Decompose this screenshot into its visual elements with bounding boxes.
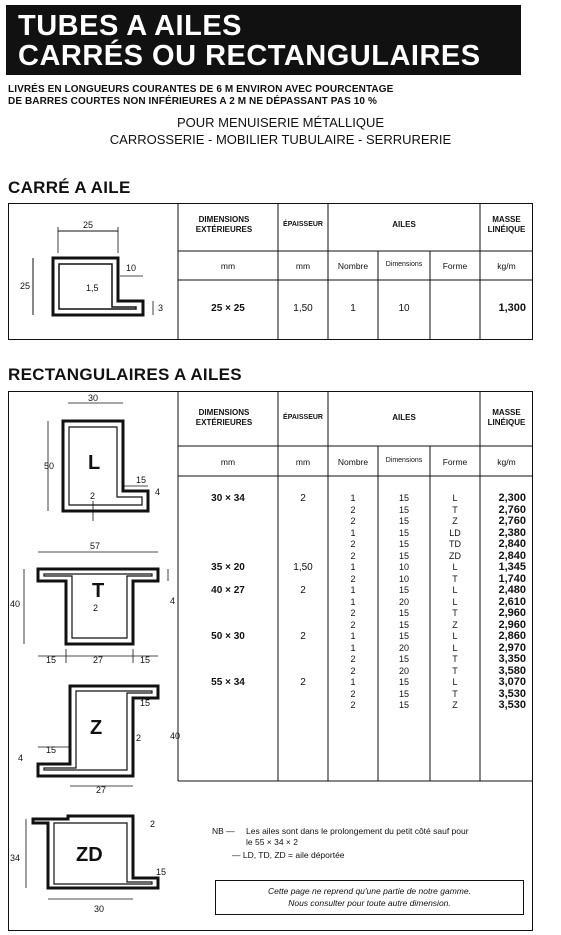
- row-masse: 1,740: [498, 572, 526, 585]
- row-nombre: 1: [350, 493, 356, 503]
- group-ep: 2: [300, 677, 306, 688]
- carre-dim-lip: 3: [158, 303, 164, 313]
- row-nombre: 2: [350, 504, 356, 515]
- carre-unit-ep: mm: [295, 261, 311, 271]
- group-ep: 2: [300, 585, 306, 596]
- row-dimensions: 15: [398, 527, 409, 538]
- row-nombre: 1: [350, 527, 356, 538]
- row-dimensions: 10: [398, 573, 409, 584]
- row-masse: 3,070: [498, 676, 526, 688]
- carre-row-dim: 25 × 25: [211, 303, 245, 314]
- group-ep: 2: [300, 631, 306, 642]
- row-dimensions: 15: [398, 516, 409, 526]
- rect-unit-dimensions: Dimensions: [385, 457, 423, 464]
- rect-hdr-masse-2: LINÉIQUE: [487, 418, 526, 427]
- rect-unit-nombre: Nombre: [337, 457, 369, 467]
- rect-hdr-masse-1: MASSE: [492, 408, 521, 417]
- z-dim-aile1: 15: [140, 698, 151, 708]
- carre-row-ep: 1,50: [293, 303, 313, 314]
- row-forme: L: [452, 631, 458, 641]
- row-dimensions: 20: [398, 665, 409, 676]
- row-nombre: 2: [350, 516, 356, 526]
- zd-dim-h: 34: [10, 853, 21, 863]
- row-nombre: 2: [350, 550, 356, 561]
- row-dimensions: 15: [398, 504, 409, 515]
- carre-unit-masse: kg/m: [497, 261, 516, 271]
- disclaimer-line-1: Cette page ne reprend qu'une partie de notre gamme.: [268, 886, 471, 896]
- row-dimensions: 15: [398, 700, 409, 710]
- t-dim-w: 57: [90, 541, 101, 551]
- carre-hdr-masse-2: LINÉIQUE: [487, 225, 526, 234]
- row-masse: 2,380: [498, 526, 526, 539]
- z-dim-aile2: 15: [46, 745, 57, 755]
- l-dim-aile: 15: [136, 475, 147, 485]
- rect-unit-dim: mm: [220, 457, 236, 467]
- carre-hdr-dim-2: EXTÉRIEURES: [195, 225, 253, 234]
- row-nombre: 2: [350, 619, 356, 630]
- row-masse: 2,840: [498, 549, 526, 562]
- t-dim-s3: 15: [140, 655, 151, 665]
- row-forme: L: [452, 596, 458, 607]
- row-forme: TD: [449, 539, 461, 549]
- row-nombre: 2: [350, 665, 356, 676]
- row-masse: 3,350: [498, 653, 526, 665]
- usage-line-1: POUR MENUISERIE MÉTALLIQUE: [176, 115, 385, 130]
- l-letter: L: [88, 452, 101, 474]
- row-dimensions: 15: [398, 585, 409, 595]
- row-forme: T: [452, 665, 458, 676]
- row-masse: 2,960: [498, 618, 526, 631]
- carre-hdr-ep: ÉPAISSEUR: [283, 221, 323, 228]
- row-masse: 2,300: [498, 492, 526, 504]
- zd-dim-ep: 2: [150, 819, 156, 829]
- disclaimer-box: [215, 880, 524, 915]
- carre-dim-aile: 10: [126, 263, 137, 273]
- delivery-note-line-2: DE BARRES COURTES NON INFÉRIEURES A 2 M NE DÉPASSANT PAS 10 %: [8, 96, 377, 107]
- z-dim-ep: 2: [136, 733, 142, 743]
- group-dim: 30 × 34: [211, 493, 245, 504]
- row-nombre: 1: [350, 585, 356, 595]
- row-masse: 2,960: [498, 607, 526, 619]
- row-forme: L: [452, 493, 458, 503]
- row-forme: T: [452, 573, 458, 584]
- carre-dim-height: 25: [20, 281, 31, 291]
- group-dim: 50 × 30: [211, 631, 245, 642]
- section-heading-carre: CARRÉ A AILE: [8, 178, 131, 197]
- row-forme: T: [452, 688, 458, 699]
- t-dim-s2: 27: [93, 655, 104, 665]
- row-dimensions: 15: [398, 631, 409, 641]
- carre-hdr-masse-1: MASSE: [492, 215, 521, 224]
- title-line-2: CARRÉS OU RECTANGULAIRES: [18, 40, 481, 72]
- row-nombre: 1: [350, 631, 356, 641]
- carre-hdr-dim-1: DIMENSIONS: [198, 215, 250, 224]
- l-dim-lip: 4: [155, 487, 161, 497]
- row-forme: ZD: [449, 550, 461, 561]
- row-forme: T: [452, 654, 458, 664]
- row-dimensions: 20: [398, 642, 409, 653]
- row-forme: Z: [452, 619, 458, 630]
- title-band: [6, 5, 521, 75]
- row-forme: L: [452, 562, 458, 572]
- row-masse: 3,530: [498, 687, 526, 700]
- rect-data-rows: [178, 493, 533, 763]
- nb-label: NB —: [212, 826, 235, 836]
- row-forme: L: [452, 642, 458, 653]
- rect-hdr-ailes: AILES: [392, 413, 416, 422]
- carre-hdr-ailes: AILES: [392, 220, 416, 229]
- rect-hdr-ep: ÉPAISSEUR: [283, 414, 323, 421]
- row-dimensions: 15: [398, 493, 409, 503]
- t-letter: T: [92, 580, 105, 602]
- carre-row-masse: 1,300: [498, 302, 526, 314]
- zd-dim-w: 30: [94, 904, 105, 914]
- z-dim-lip: 4: [18, 753, 24, 763]
- row-masse: 2,610: [498, 595, 526, 608]
- rect-unit-masse: kg/m: [497, 457, 516, 467]
- t-dim-s1: 15: [46, 655, 57, 665]
- row-forme: Z: [452, 516, 458, 526]
- group-ep: 2: [300, 493, 306, 504]
- zd-dim-aile: 15: [156, 867, 167, 877]
- disclaimer-line-2: Nous consulter pour toute autre dimension.: [288, 898, 451, 908]
- group-dim: 55 × 34: [211, 677, 245, 688]
- row-nombre: 1: [350, 596, 356, 607]
- row-forme: Z: [452, 700, 458, 710]
- row-forme: T: [452, 608, 458, 618]
- rect-hdr-dim-2: EXTÉRIEURES: [195, 418, 253, 427]
- carre-unit-nombre: Nombre: [337, 261, 369, 271]
- row-nombre: 1: [350, 562, 356, 572]
- row-forme: T: [452, 504, 458, 515]
- row-dimensions: 15: [398, 539, 409, 549]
- z-letter: Z: [90, 717, 103, 739]
- row-nombre: 2: [350, 539, 356, 549]
- t-dim-lip: 4: [170, 596, 176, 606]
- t-dim-ep: 2: [93, 603, 99, 613]
- rect-unit-ep: mm: [295, 457, 311, 467]
- row-masse: 2,970: [498, 641, 526, 654]
- row-dimensions: 15: [398, 677, 409, 687]
- row-masse: 2,480: [498, 584, 526, 596]
- row-masse: 2,860: [498, 630, 526, 642]
- carre-dim-ep: 1,5: [86, 283, 99, 293]
- t-dim-h: 40: [10, 599, 21, 609]
- row-masse: 3,580: [498, 664, 526, 677]
- row-dimensions: 15: [398, 608, 409, 618]
- z-dim-h: 40: [170, 731, 181, 741]
- carre-unit-dim: mm: [220, 261, 236, 271]
- carre-unit-dimensions: Dimensions: [385, 261, 423, 268]
- usage-line-2: CARROSSERIE - MOBILIER TUBULAIRE - SERRURERIE: [109, 132, 452, 147]
- row-masse: 2,760: [498, 515, 526, 527]
- group-ep: 1,50: [293, 562, 313, 573]
- nb-line-3: — LD, TD, ZD = aile déportée: [232, 850, 345, 860]
- group-dim: 40 × 27: [211, 585, 245, 596]
- rect-hdr-dim-1: DIMENSIONS: [198, 408, 250, 417]
- row-masse: 2,760: [498, 503, 526, 516]
- carre-unit-forme: Forme: [442, 261, 468, 271]
- delivery-note-line-1: LIVRÉS EN LONGUEURS COURANTES DE 6 M ENVIRON AVEC POURCENTAGE: [8, 84, 394, 95]
- l-dim-ep: 2: [90, 491, 96, 501]
- row-dimensions: 15: [398, 688, 409, 699]
- rect-unit-forme: Forme: [442, 457, 468, 467]
- row-masse: 2,840: [498, 538, 526, 550]
- nb-line-2: le 55 × 34 × 2: [246, 837, 298, 847]
- carre-row-nombre: 1: [350, 303, 356, 314]
- row-dimensions: 15: [398, 619, 409, 630]
- row-nombre: 1: [350, 677, 356, 687]
- z-dim-w: 27: [96, 785, 107, 795]
- row-nombre: 2: [350, 688, 356, 699]
- group-dim: 35 × 20: [211, 562, 245, 573]
- row-dimensions: 15: [398, 654, 409, 664]
- zd-letter: ZD: [76, 844, 103, 866]
- row-masse: 1,345: [498, 561, 526, 573]
- row-dimensions: 15: [398, 550, 409, 561]
- row-nombre: 1: [350, 642, 356, 653]
- row-forme: LD: [449, 527, 461, 538]
- row-nombre: 2: [350, 573, 356, 584]
- l-dim-w: 30: [88, 393, 99, 403]
- l-dim-h: 50: [44, 461, 55, 471]
- profile-z-drawing: [38, 686, 181, 786]
- row-nombre: 2: [350, 700, 356, 710]
- nb-line-1: Les ailes sont dans le prolongement du petit côté sauf pour: [246, 826, 469, 836]
- row-nombre: 2: [350, 608, 356, 618]
- row-masse: 3,530: [498, 699, 526, 711]
- carre-dim-width: 25: [83, 220, 94, 230]
- row-dimensions: 20: [398, 596, 409, 607]
- row-nombre: 2: [350, 654, 356, 664]
- row-forme: L: [452, 585, 458, 595]
- section-heading-rect: RECTANGULAIRES A AILES: [8, 365, 242, 384]
- row-dimensions: 10: [398, 562, 409, 572]
- row-forme: L: [452, 677, 458, 687]
- title-line-1: TUBES A AILES: [18, 10, 243, 42]
- carre-row-dimensions: 10: [398, 303, 410, 314]
